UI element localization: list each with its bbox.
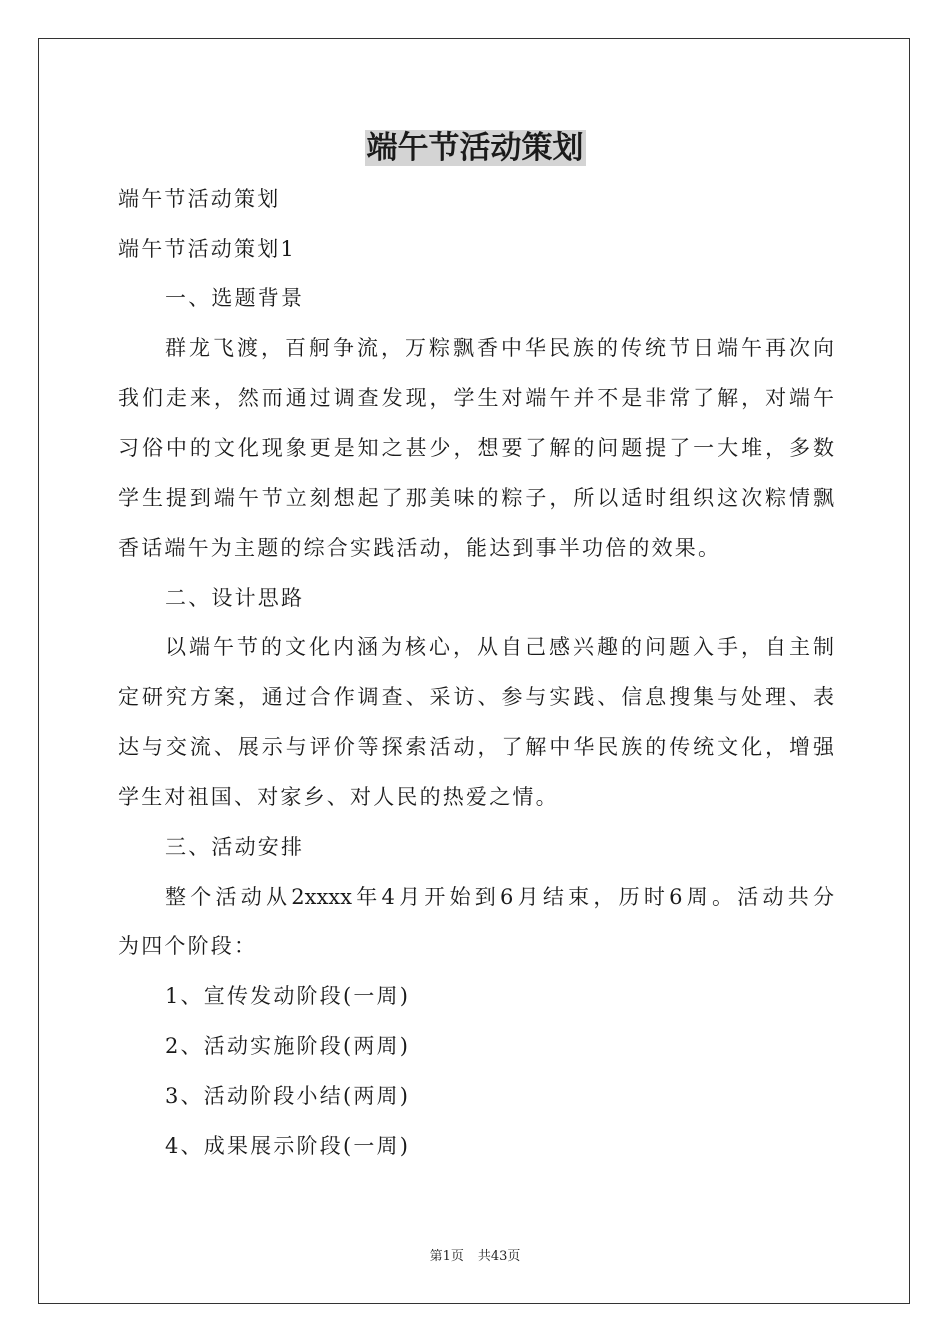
paragraph-line: 习俗中的文化现象更是知之甚少，想要了解的问题提了一大堆，多数 — [118, 436, 834, 460]
paragraph-line: 群龙飞渡，百舸争流，万粽飘香中华民族的传统节日端午再次向 — [165, 336, 834, 360]
paragraph-line: 以端午节的文化内涵为核心，从自己感兴趣的问题入手，自主制 — [165, 635, 834, 659]
paragraph-line: 学生对祖国、对家乡、对人民的热爱之情。 — [118, 785, 559, 809]
document-subtitle-2: 端午节活动策划1 — [118, 237, 296, 261]
section-heading-schedule: 三、活动安排 — [165, 835, 305, 859]
section-heading-background: 一、选题背景 — [165, 286, 305, 310]
stage-item: 4、成果展示阶段(一周) — [165, 1134, 411, 1158]
page-number: 第1页 — [429, 1249, 464, 1264]
page-border — [38, 38, 910, 1304]
paragraph-line: 我们走来，然而通过调查发现，学生对端午并不是非常了解，对端午 — [118, 386, 834, 410]
page-footer — [0, 1248, 950, 1266]
paragraph-line: 为四个阶段： — [118, 934, 258, 958]
paragraph-line: 学生提到端午节立刻想起了那美味的粽子，所以适时组织这次粽情飘 — [118, 486, 834, 510]
stage-item: 3、活动阶段小结(两周) — [165, 1084, 411, 1108]
section-heading-design: 二、设计思路 — [165, 586, 305, 610]
paragraph-line: 香话端午为主题的综合实践活动，能达到事半功倍的效果。 — [118, 536, 722, 560]
page-total: 共43页 — [477, 1249, 521, 1264]
paragraph-line: 定研究方案，通过合作调查、采访、参与实践、信息搜集与处理、表 — [118, 685, 834, 709]
document-title — [0, 128, 950, 168]
document-subtitle: 端午节活动策划 — [118, 187, 281, 211]
stage-item: 1、宣传发动阶段(一周) — [165, 984, 411, 1008]
paragraph-line: 整个活动从2xxxx年4月开始到6月结束，历时6周。活动共分 — [165, 885, 834, 909]
document-title-text: 端午节活动策划 — [366, 130, 584, 166]
paragraph-line: 达与交流、展示与评价等探索活动，了解中华民族的传统文化，增强 — [118, 735, 834, 759]
stage-item: 2、活动实施阶段(两周) — [165, 1034, 411, 1058]
